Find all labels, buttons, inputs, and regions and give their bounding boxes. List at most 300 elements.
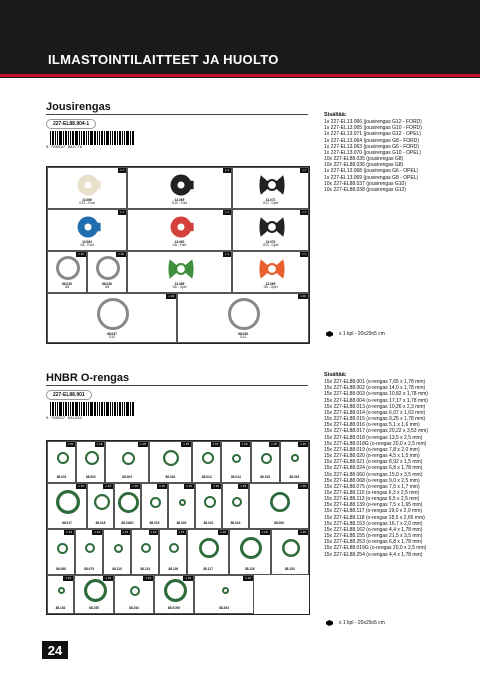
product-code: 88.019 — [149, 521, 160, 526]
contents-item: 15x 227-EL88.118 (o-rengas 18,5 x 2,65 mm) — [324, 514, 425, 521]
contents-item: 15x 227-EL88.001 (o-rengas 7,65 x 1,78 mm) — [324, 379, 426, 386]
product-cell — [75, 529, 103, 575]
barcode-bar — [97, 131, 98, 145]
section1-code: 227-EL88.904-1 — [46, 119, 96, 129]
o-ring-icon — [149, 496, 162, 509]
section1-product-grid — [46, 166, 310, 344]
quantity-badge: x 1 — [301, 252, 306, 256]
product-cell — [127, 167, 232, 209]
product-code: 88.254 — [219, 606, 229, 611]
barcode-bar — [52, 402, 54, 416]
quantity-badge: x 1 — [301, 168, 306, 172]
product-code: 88.017 — [62, 521, 72, 526]
barcode-bar — [83, 131, 85, 145]
contents-item: 15x 227-EL88.017 (o-rengas 20,22 x 3,53 mm) — [324, 428, 428, 435]
quantity-badge: x 15 — [105, 484, 111, 488]
barcode-bar — [86, 131, 87, 145]
quantity-badge: x 10 — [78, 252, 84, 256]
section1-contents-title: Sisältää: — [324, 112, 347, 118]
product-code: 88.019G — [167, 606, 181, 611]
product-cell — [229, 529, 271, 575]
product-code: 88.035 — [62, 281, 72, 286]
product-cell — [192, 441, 221, 483]
contents-item: 1x 227-EL13.066 (jousirengas G12 - FORD) — [324, 119, 422, 126]
quantity-badge: x 15 — [94, 530, 101, 534]
section1-pack-info — [326, 331, 385, 337]
section1-pack-text: x 1 kpl - 20x29x5 cm — [339, 331, 385, 337]
barcode-bar — [117, 131, 118, 145]
quantity-badge: x 10 — [118, 252, 124, 256]
product-sub: G8 — [104, 285, 110, 290]
product-sub: G6 - Opel — [172, 285, 187, 290]
product-caption — [48, 241, 126, 248]
barcode-bar — [101, 402, 103, 416]
product-caption — [128, 283, 231, 290]
page-header — [0, 0, 480, 78]
quantity-badge: x 1 — [119, 210, 124, 214]
quantity-badge: x 15 — [300, 530, 306, 534]
spring-clip-icon — [258, 255, 286, 283]
product-code: 88.068 — [56, 567, 66, 572]
product-cell — [47, 167, 127, 209]
barcode-bar — [126, 131, 129, 145]
product-code: 88.110 — [112, 567, 122, 572]
section2-pack-text: x 1 kpl - 20x29x5 cm — [339, 620, 385, 626]
barcode-bar — [81, 131, 82, 145]
product-sub: G8 - Opel — [263, 285, 278, 290]
product-code: 88.003 — [122, 475, 132, 480]
product-cell — [168, 483, 195, 529]
barcode-bar — [50, 402, 51, 416]
contents-item: 15x 227-EL88.019G (o-rengas 20,0 x 2,5 mm) — [324, 545, 427, 552]
product-sub: G10 — [108, 335, 116, 340]
spring-clip-icon — [258, 171, 286, 199]
contents-item: 10x 227-EL88.037 (jousirengas G10) — [324, 180, 406, 187]
contents-item: 15x 227-EL88.024 (o-rengas 6,8 x 1,78 mm) — [324, 465, 423, 472]
barcode-bar — [97, 402, 98, 416]
quantity-badge: x 15 — [300, 484, 306, 488]
product-cell — [47, 575, 74, 614]
barcode-bar — [65, 402, 67, 416]
quantity-badge: x 15 — [185, 576, 191, 580]
barcode-bar — [65, 131, 67, 145]
o-ring-icon — [221, 586, 230, 595]
section2-contents — [324, 372, 428, 558]
o-ring-icon — [290, 453, 300, 463]
contents-item: 1x 227-EL13.065 (jousirengas G10 - FORD) — [324, 125, 422, 132]
product-cell — [249, 483, 309, 529]
product-code: 88.113 — [140, 567, 151, 572]
quantity-badge: x 15 — [67, 442, 74, 446]
product-sub: G8 - Ford — [80, 243, 94, 248]
product-code: 88.036 — [102, 281, 112, 286]
product-code: 88.037 — [107, 331, 117, 336]
o-ring-icon — [56, 542, 69, 555]
quantity-badge: x 15 — [105, 576, 111, 580]
product-cell — [232, 209, 309, 251]
product-code: 13.069 — [265, 281, 276, 286]
product-cell — [195, 483, 222, 529]
product-code: 88.001 — [56, 475, 67, 480]
barcode-bar — [68, 131, 69, 145]
contents-item: 15x 227-EL88.117 (o-rengas 19,0 x 2,0 mm) — [324, 508, 423, 515]
contents-item: 15x 227-EL88.020 (o-rengas 4,5 x 1,5 mm) — [324, 453, 420, 460]
barcode-bar — [50, 131, 51, 145]
barcode-bar — [55, 402, 56, 416]
quantity-badge: x 15 — [183, 442, 190, 446]
barcode-bar — [86, 402, 87, 416]
contents-item: 15x 227-EL88.139 (o-rengas 7,5 x 1,65 mm) — [324, 502, 423, 509]
header-accent-line — [0, 74, 480, 77]
o-ring-icon — [121, 451, 136, 466]
o-ring-icon — [231, 453, 242, 464]
barcode-bar — [59, 402, 62, 416]
barcode-bar — [57, 402, 58, 416]
o-ring-icon — [84, 450, 100, 466]
barcode-bar — [72, 402, 74, 416]
spring-clip-icon — [74, 213, 102, 241]
barcode-bar — [122, 402, 123, 416]
contents-item: 15x 227-EL88.018 (o-rengas 13,5 x 2,5 mm) — [324, 434, 423, 441]
product-cell — [47, 529, 75, 575]
contents-item: 1x 227-EL13.068 (jousirengas G6 - OPEL) — [324, 168, 419, 175]
contents-item: 15x 227-EL88.019 (o-rengas 7,8 x 2,0 mm) — [324, 446, 420, 453]
contents-item: 1x 227-EL13.069 (jousirengas G8 - OPEL) — [324, 174, 419, 181]
product-code: 13.068 — [174, 281, 185, 286]
barcode-bar — [94, 131, 96, 145]
barcode-bar — [112, 402, 113, 416]
product-code: 13.071 — [265, 197, 276, 202]
barcode-bar — [79, 402, 80, 416]
quantity-badge: x 15 — [271, 442, 277, 446]
quantity-badge: x 15 — [150, 530, 157, 534]
product-code: 88.153 — [284, 567, 295, 572]
o-ring-icon — [260, 452, 273, 465]
contents-item: 1x 227-EL13.071 (jousirengas G12 - OPEL) — [324, 131, 421, 138]
quantity-badge: x 15 — [213, 484, 219, 488]
product-cell — [131, 529, 159, 575]
product-code: 88.016 — [289, 475, 300, 480]
product-sub: G12 - Opel — [262, 201, 279, 206]
product-code: 88.018G — [121, 521, 134, 526]
section2-barcode — [50, 402, 135, 416]
barcode-bar — [132, 402, 134, 416]
barcode-bar — [75, 131, 78, 145]
barcode-bar — [68, 402, 69, 416]
product-code: 88.021 — [203, 521, 214, 526]
contents-item: 15x 227-EL88.013 (o-rengas 10,26 x 2,3 mm) — [324, 403, 426, 410]
quantity-badge: x 15 — [96, 442, 103, 446]
barcode-bar — [114, 402, 116, 416]
section2-barcode-number: 0 760597 921291 — [46, 417, 83, 421]
product-code: 88.118 — [244, 567, 255, 572]
product-caption — [48, 283, 86, 290]
o-ring-icon — [113, 543, 124, 554]
o-ring-icon — [281, 538, 301, 558]
barcode-bar — [75, 402, 78, 416]
product-code: 88.253 — [129, 606, 139, 611]
product-caption — [48, 199, 126, 206]
spring-clip-icon — [258, 213, 286, 241]
product-cell — [114, 483, 141, 529]
box-icon — [326, 620, 333, 626]
section1-barcode — [50, 131, 135, 145]
barcode-bar — [94, 402, 96, 416]
o-ring-icon — [83, 578, 108, 603]
quantity-badge: x 15 — [220, 530, 226, 534]
quantity-badge: x 15 — [140, 442, 146, 446]
product-cell — [87, 483, 114, 529]
barcode-bar — [104, 402, 105, 416]
contents-item: 15x 227-EL88.021 (o-rengas 8,92 x 1,5 mm) — [324, 459, 423, 466]
section1-rule — [46, 114, 308, 115]
barcode-bar — [52, 131, 54, 145]
quantity-badge: x 1 — [224, 168, 229, 172]
barcode-bar — [57, 131, 58, 145]
product-cell — [47, 251, 87, 293]
barcode-bar — [117, 402, 118, 416]
barcode-bar — [81, 402, 82, 416]
contents-item: 15x 227-EL88.003 (o-rengas 10,82 x 1,78 mm) — [324, 391, 428, 398]
section1-barcode-number: 0 760597 962776 — [46, 146, 83, 150]
barcode-bar — [79, 131, 80, 145]
product-cell — [280, 441, 309, 483]
product-cell — [154, 575, 194, 614]
product-cell — [47, 483, 87, 529]
product-code: 13.065 — [174, 197, 185, 202]
section2-pack-info — [326, 620, 385, 626]
o-ring-icon — [162, 449, 180, 467]
quantity-badge: x 1 — [301, 210, 306, 214]
contents-item: 15x 227-EL88.004 (o-rengas 17,17 x 1,78 mm) — [324, 397, 428, 404]
o-ring-icon — [57, 586, 66, 595]
barcode-bar — [106, 131, 109, 145]
section1-contents — [324, 112, 422, 193]
quantity-badge: x 15 — [186, 484, 192, 488]
section2-rule — [46, 385, 308, 386]
product-cell — [232, 167, 309, 209]
quantity-badge: x 15 — [132, 484, 138, 488]
product-cell — [127, 251, 232, 293]
box-icon — [326, 331, 333, 337]
o-ring-icon — [129, 585, 141, 597]
barcode-bar — [99, 402, 100, 416]
quantity-badge: x 15 — [300, 442, 306, 446]
product-cell — [221, 441, 250, 483]
barcode-bar — [63, 402, 64, 416]
contents-item: 10x 227-EL88.038 (jousirengas G12) — [324, 186, 406, 193]
barcode-bar — [106, 402, 109, 416]
contents-item: 15x 227-EL88.155 (o-rengas 21,5 x 3,5 mm) — [324, 533, 423, 540]
barcode-bar — [124, 131, 125, 145]
o-ring-icon — [117, 491, 140, 514]
product-cell — [76, 441, 105, 483]
contents-item: 15x 227-EL88.153 (o-rengas 16,7 x 2,0 mm) — [324, 520, 423, 527]
o-ring-icon — [269, 491, 291, 513]
product-caption — [88, 283, 126, 290]
product-cell — [74, 575, 114, 614]
barcode-bar — [72, 131, 74, 145]
barcode-bar — [88, 131, 89, 145]
barcode-bar — [83, 402, 85, 416]
product-cell — [149, 441, 192, 483]
spring-ring-icon — [55, 255, 81, 281]
quantity-badge: x 15 — [122, 530, 129, 534]
product-code: 88.002 — [85, 475, 96, 480]
product-sub: G6 - Ford — [172, 243, 187, 248]
contents-item: 15x 227-EL88.002 (o-rengas 14,0 x 1,78 mm) — [324, 385, 426, 392]
contents-item: 15x 227-EL88.014 (o-rengas 6,07 x 1,63 mm) — [324, 409, 426, 416]
product-caption — [128, 199, 231, 206]
contents-item: 15x 227-EL88.018G (o-rengas 20,0 x 2,5 mm) — [324, 440, 427, 447]
product-code: 88.155 — [89, 606, 99, 611]
barcode-bar — [99, 131, 100, 145]
section2-code: 227-EL88.901 — [46, 390, 92, 400]
barcode-bar — [126, 402, 129, 416]
product-caption — [233, 241, 308, 248]
product-code: 88.013 — [201, 475, 212, 480]
product-cell — [114, 575, 154, 614]
product-sub: G8 — [64, 285, 70, 290]
quantity-badge: x 10 — [168, 294, 174, 298]
product-cell — [47, 441, 76, 483]
contents-item: 10x 227-EL88.036 (jousirengas G8) — [324, 162, 404, 169]
barcode-bar — [132, 131, 134, 145]
product-caption — [48, 333, 176, 340]
o-ring-icon — [140, 542, 152, 554]
section2-product-grid — [46, 440, 310, 615]
barcode-bar — [104, 131, 105, 145]
barcode-bar — [63, 131, 64, 145]
section2-title: HNBR O-rengas — [46, 372, 130, 384]
barcode-bar — [59, 131, 62, 145]
contents-item: 15x 227-EL88.110 (o-rengas 6,3 x 2,5 mm) — [324, 489, 420, 496]
barcode-bar — [124, 402, 125, 416]
o-ring-icon — [163, 578, 188, 603]
barcode-bar — [90, 131, 93, 145]
product-code: 88.014 — [231, 475, 241, 480]
quantity-badge: x 15 — [241, 442, 248, 446]
barcode-bar — [70, 131, 71, 145]
quantity-badge: x 15 — [65, 576, 71, 580]
spring-clip-icon — [167, 171, 195, 199]
barcode-bar — [130, 402, 131, 416]
contents-item: 10x 227-EL88.035 (jousirengas G8) — [324, 156, 404, 163]
barcode-bar — [119, 131, 121, 145]
contents-item: 1x 227-EL13.064 (jousirengas G8 - FORD) — [324, 137, 420, 144]
o-ring-icon — [203, 495, 217, 509]
product-sub: G10 - Opel — [262, 243, 279, 248]
o-ring-icon — [55, 489, 81, 515]
o-ring-icon — [168, 542, 180, 554]
quantity-badge: x 1 — [224, 210, 229, 214]
spring-ring-icon — [96, 297, 130, 331]
contents-item: 15x 227-EL88.162 (o-rengas 4,4 x 1,78 mm) — [324, 526, 423, 533]
product-code: 13.066 — [82, 197, 92, 202]
product-code: 13.070 — [265, 239, 276, 244]
product-code: 88.139 — [168, 567, 179, 572]
product-sub: G12 — [239, 335, 247, 340]
quantity-badge: x 15 — [245, 576, 251, 580]
page-title: ILMASTOINTILAITTEET JA HUOLTO — [48, 52, 279, 67]
product-sub: G10 - Ford — [171, 201, 188, 206]
quantity-badge: x 15 — [178, 530, 185, 534]
o-ring-icon — [93, 493, 111, 511]
product-caption — [128, 241, 231, 248]
quantity-badge: x 15 — [261, 530, 268, 534]
product-cell — [232, 251, 309, 293]
section1-title: Jousirengas — [46, 101, 111, 113]
barcode-bar — [101, 131, 103, 145]
product-code: 88.162 — [55, 606, 66, 611]
product-code: 88.038 — [238, 331, 248, 336]
product-caption — [233, 199, 308, 206]
product-code: 88.024 — [230, 521, 241, 526]
product-cell — [177, 293, 309, 343]
product-code: 88.075 — [84, 567, 94, 572]
quantity-badge: x 1 — [224, 252, 229, 256]
product-cell — [271, 529, 309, 575]
o-ring-icon — [198, 537, 220, 559]
spring-clip-icon — [167, 255, 195, 283]
product-code: 88.060 — [274, 521, 284, 526]
o-ring-icon — [201, 451, 215, 465]
product-code: 88.015 — [260, 475, 271, 480]
contents-item: 15x 227-EL88.253 (o-rengas 6,8 x 1,78 mm) — [324, 539, 423, 546]
product-cell — [103, 529, 131, 575]
o-ring-icon — [56, 451, 70, 465]
quantity-badge: x 15 — [145, 576, 151, 580]
contents-item: 15x 227-EL88.068 (o-rengas 9,0 x 2,5 mm) — [324, 477, 420, 484]
barcode-bar — [112, 131, 113, 145]
barcode-bar — [88, 402, 89, 416]
product-cell — [251, 441, 280, 483]
contents-item: 15x 227-EL88.254 (o-rengas 4,4 x 1,78 mm) — [324, 551, 423, 558]
contents-item: 15x 227-EL88.060 (o-rengas 15,0 x 3,5 mm) — [324, 471, 423, 478]
contents-item: 15x 227-EL88.113 (o-rengas 6,5 x 2,5 mm) — [324, 496, 420, 503]
page-number: 24 — [42, 641, 68, 659]
spring-clip-icon — [74, 171, 102, 199]
product-cell — [87, 251, 127, 293]
contents-item: 1x 227-EL13.063 (jousirengas G6 - FORD) — [324, 143, 420, 150]
barcode-bar — [119, 402, 121, 416]
product-cell — [159, 529, 187, 575]
product-caption — [233, 283, 308, 290]
product-cell — [47, 293, 177, 343]
spring-ring-icon — [227, 297, 261, 331]
contents-item: 15x 227-EL88.016 (o-rengas 5,1 x 1,6 mm) — [324, 422, 420, 429]
barcode-bar — [55, 131, 56, 145]
quantity-badge: x 15 — [159, 484, 165, 488]
product-cell — [222, 483, 249, 529]
spring-ring-icon — [95, 255, 121, 281]
product-code: 88.018 — [95, 521, 106, 526]
o-ring-icon — [84, 542, 96, 554]
barcode-bar — [70, 402, 71, 416]
spring-clip-icon — [167, 213, 195, 241]
product-sub: G12 - Ford — [79, 201, 95, 206]
product-code: 88.117 — [203, 567, 213, 572]
barcode-bar — [114, 131, 116, 145]
section2-contents-title: Sisältää: — [324, 372, 347, 378]
o-ring-icon — [231, 496, 243, 508]
product-cell — [187, 529, 229, 575]
product-code: 88.020 — [176, 521, 187, 526]
product-cell — [47, 209, 127, 251]
contents-item: 1x 227-EL13.070 (jousirengas G10 - OPEL) — [324, 149, 421, 156]
barcode-bar — [110, 131, 111, 145]
barcode-bar — [110, 402, 111, 416]
